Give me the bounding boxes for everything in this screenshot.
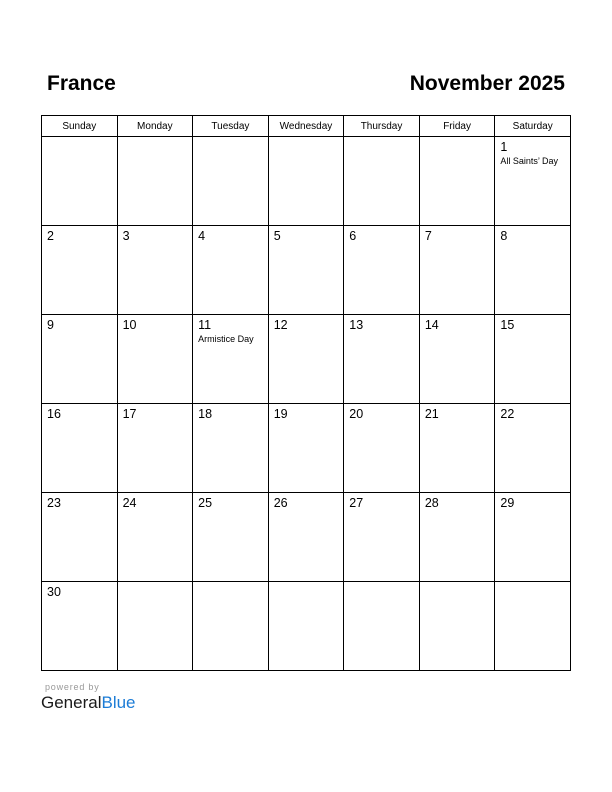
day-cell <box>117 226 193 315</box>
week-row <box>42 226 571 315</box>
month-year-title: November 2025 <box>409 72 565 95</box>
brand-blue-text: Blue <box>101 693 136 712</box>
week-row <box>42 404 571 493</box>
day-cell <box>117 493 193 582</box>
day-cell <box>268 493 344 582</box>
day-number: 20 <box>349 407 364 421</box>
day-number: 28 <box>424 496 439 510</box>
day-number: 2 <box>47 229 54 243</box>
calendar-grid <box>41 115 571 671</box>
day-cell <box>495 493 571 582</box>
day-number: 30 <box>47 585 61 599</box>
day-cell <box>495 582 571 671</box>
day-cell <box>193 315 269 404</box>
weekday-header: Tuesday <box>193 116 269 137</box>
day-cell <box>419 493 495 582</box>
day-number: 4 <box>198 229 206 243</box>
day-cell <box>117 582 193 671</box>
day-cell <box>344 137 420 226</box>
day-cell <box>495 226 571 315</box>
day-cell <box>419 315 495 404</box>
day-number: 22 <box>500 407 515 421</box>
day-cell <box>344 493 420 582</box>
day-number: 27 <box>349 496 364 510</box>
weekday-header-row <box>42 116 571 137</box>
day-cell <box>268 404 344 493</box>
generalblue-logo[interactable] <box>41 693 136 713</box>
day-cell <box>344 315 420 404</box>
day-number: 1 <box>500 140 508 154</box>
week-row <box>42 137 571 226</box>
weekday-header: Saturday <box>495 116 571 137</box>
day-cell <box>344 226 420 315</box>
day-cell <box>42 226 118 315</box>
day-number: 7 <box>424 229 432 243</box>
day-cell <box>117 315 193 404</box>
day-cell <box>117 404 193 493</box>
day-cell <box>495 315 571 404</box>
day-number: 14 <box>424 318 439 332</box>
day-number: 6 <box>349 229 357 243</box>
day-cell <box>419 226 495 315</box>
day-cell <box>42 582 118 671</box>
brand-general-text: General <box>41 693 102 712</box>
day-cell <box>419 137 495 226</box>
day-number: 3 <box>122 229 130 243</box>
day-cell <box>419 404 495 493</box>
day-cell <box>42 404 118 493</box>
day-cell <box>495 404 571 493</box>
day-number: 24 <box>122 496 137 510</box>
holiday-label: All Saints’ Day <box>500 156 559 166</box>
day-number: 21 <box>424 407 439 421</box>
day-cell <box>193 137 269 226</box>
weekday-header: Monday <box>117 116 193 137</box>
day-number: 10 <box>122 318 137 332</box>
day-cell <box>268 315 344 404</box>
day-number: 16 <box>47 407 61 421</box>
day-cell <box>268 137 344 226</box>
weekday-header: Thursday <box>344 116 420 137</box>
day-number: 15 <box>500 318 515 332</box>
weekday-header: Wednesday <box>268 116 344 137</box>
day-cell <box>344 404 420 493</box>
day-number: 17 <box>122 407 137 421</box>
day-cell <box>193 226 269 315</box>
day-cell <box>268 226 344 315</box>
day-number: 12 <box>273 318 288 332</box>
week-row <box>42 493 571 582</box>
holiday-label: Armistice Day <box>198 334 254 344</box>
day-cell <box>193 582 269 671</box>
day-cell <box>193 493 269 582</box>
powered-by-label: powered by <box>45 682 100 692</box>
day-cell <box>117 137 193 226</box>
day-cell <box>268 582 344 671</box>
day-cell <box>193 404 269 493</box>
day-number: 11 <box>198 318 212 332</box>
week-row <box>42 582 571 671</box>
day-cell <box>42 315 118 404</box>
day-cell <box>419 582 495 671</box>
day-number: 18 <box>198 407 213 421</box>
day-number: 5 <box>273 229 281 243</box>
country-title: France <box>47 72 116 95</box>
day-number: 9 <box>47 318 54 332</box>
day-number: 29 <box>500 496 515 510</box>
weekday-header: Sunday <box>42 116 118 137</box>
day-number: 13 <box>349 318 364 332</box>
week-row <box>42 315 571 404</box>
day-cell <box>495 137 571 226</box>
day-cell <box>42 493 118 582</box>
day-cell <box>42 137 118 226</box>
day-number: 25 <box>198 496 213 510</box>
day-number: 26 <box>273 496 288 510</box>
day-cell <box>344 582 420 671</box>
day-number: 8 <box>500 229 508 243</box>
day-number: 19 <box>273 407 288 421</box>
weekday-header: Friday <box>419 116 495 137</box>
day-number: 23 <box>47 496 61 510</box>
